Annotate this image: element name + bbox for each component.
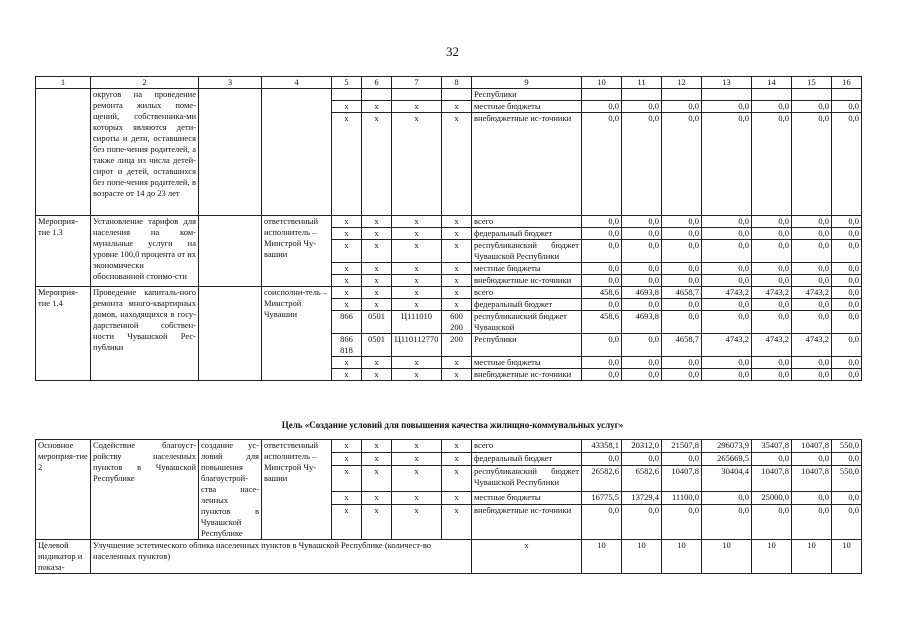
table-cell: 866 818 xyxy=(332,334,362,357)
table-cell: 0,0 xyxy=(662,263,702,275)
table-cell: 0,0 xyxy=(702,299,752,311)
table-cell: x xyxy=(442,369,472,381)
table-cell: x xyxy=(392,216,442,228)
table-cell: x xyxy=(332,101,362,113)
table-cell: 0,0 xyxy=(832,311,862,334)
indicator-row xyxy=(36,540,862,574)
table-cell: 0,0 xyxy=(662,240,702,263)
table-cell: x xyxy=(392,275,442,287)
table-cell: x xyxy=(332,440,362,453)
table-cell: 0,0 xyxy=(792,491,832,504)
table-cell: 0,0 xyxy=(832,275,862,287)
table-cell: 0,0 xyxy=(792,369,832,381)
table-cell: x xyxy=(362,228,392,240)
funding-source: всего xyxy=(472,216,582,228)
table-cell: 4743,2 xyxy=(792,287,832,299)
table-cell: 0,0 xyxy=(792,113,832,216)
funding-source: местные бюджеты xyxy=(472,101,582,113)
col-header: 15 xyxy=(792,77,832,89)
table-cell: 0,0 xyxy=(662,505,702,540)
table-cell: 0,0 xyxy=(622,505,662,540)
table-cell: 0,0 xyxy=(622,275,662,287)
table-cell: x xyxy=(362,216,392,228)
table-cell: x xyxy=(362,491,392,504)
measure-aim xyxy=(199,287,262,381)
table-cell: x xyxy=(392,299,442,311)
table-cell: x xyxy=(332,275,362,287)
table-cell: 25000,0 xyxy=(752,491,792,504)
table-cell: 0,0 xyxy=(792,216,832,228)
table-cell: x xyxy=(442,491,472,504)
funding-source: внебюджетные ис-точники xyxy=(472,369,582,381)
table-cell: 0,0 xyxy=(752,228,792,240)
table-cell: 43358,1 xyxy=(582,440,622,453)
col-header: 9 xyxy=(472,77,582,89)
table-cell: 10407,8 xyxy=(792,466,832,491)
table-cell: 458,6 xyxy=(582,287,622,299)
table-cell: x xyxy=(362,299,392,311)
table-cell: 0,0 xyxy=(582,334,622,357)
table-cell: 10 xyxy=(792,540,832,574)
table-cell: 0,0 xyxy=(792,275,832,287)
table-cell: x xyxy=(362,505,392,540)
table-cell: 0,0 xyxy=(792,453,832,466)
table-cell xyxy=(332,89,362,101)
cont-label xyxy=(36,89,91,216)
table-cell: 0,0 xyxy=(752,505,792,540)
table-cell: 0,0 xyxy=(832,287,862,299)
table-cell: x xyxy=(392,240,442,263)
table-cell: x xyxy=(362,453,392,466)
table-cell: 550,0 xyxy=(832,466,862,491)
table-cell: x xyxy=(392,440,442,453)
table-cell: 0,0 xyxy=(702,357,752,369)
funding-source: Республики xyxy=(472,334,582,357)
table-cell: 0,0 xyxy=(832,505,862,540)
table-cell: x xyxy=(362,275,392,287)
table-cell xyxy=(392,89,442,101)
table-cell: 550,0 xyxy=(832,440,862,453)
table-cell: 0,0 xyxy=(622,369,662,381)
table-cell: 0,0 xyxy=(582,113,622,216)
budget-table-top xyxy=(35,76,862,381)
funding-source: всего xyxy=(472,440,582,453)
table-cell: 0,0 xyxy=(662,101,702,113)
measure-description: Установление тарифов для населения на ком-мунальные услуги на уровне 100,0 процента от их экономически обоснованной стоимо-сти xyxy=(91,216,199,287)
table-cell: x xyxy=(392,263,442,275)
table-cell: x xyxy=(392,357,442,369)
table-cell: 0,0 xyxy=(792,101,832,113)
table-cell: x xyxy=(392,466,442,491)
table-cell: 0,0 xyxy=(662,216,702,228)
table-cell: 0,0 xyxy=(622,334,662,357)
table-cell: 0,0 xyxy=(662,299,702,311)
funding-source: местные бюджеты xyxy=(472,491,582,504)
table-cell: 0,0 xyxy=(702,101,752,113)
table-cell: 0501 xyxy=(362,311,392,334)
table-cell: 4658,7 xyxy=(662,287,702,299)
col-header: 2 xyxy=(91,77,199,89)
col-header: 14 xyxy=(752,77,792,89)
table-cell: 458,6 xyxy=(582,311,622,334)
table-row xyxy=(36,440,862,453)
table-cell xyxy=(442,89,472,101)
table-cell: 0,0 xyxy=(582,369,622,381)
table-cell: x xyxy=(442,466,472,491)
table-cell: 26582,6 xyxy=(582,466,622,491)
table-cell: 0,0 xyxy=(582,216,622,228)
table-cell: 200 xyxy=(442,334,472,357)
table-cell: 0,0 xyxy=(702,491,752,504)
table-cell: x xyxy=(442,299,472,311)
col-header: 11 xyxy=(622,77,662,89)
table-cell: 0,0 xyxy=(752,453,792,466)
main-measure-description: Содействие благоуст-ройству населенных пунктов в Чувашской Республике xyxy=(91,440,199,540)
table-cell: 296073,9 xyxy=(702,440,752,453)
table-cell: 0,0 xyxy=(832,357,862,369)
table-cell: 10407,8 xyxy=(662,466,702,491)
funding-source: местные бюджеты xyxy=(472,357,582,369)
table-cell: x xyxy=(332,369,362,381)
table-cell: 0,0 xyxy=(582,263,622,275)
table-row xyxy=(36,89,862,101)
table-cell: x xyxy=(392,101,442,113)
table-cell: 0,0 xyxy=(622,263,662,275)
table-cell: 35407,8 xyxy=(752,440,792,453)
table-cell: 0,0 xyxy=(622,240,662,263)
funding-source: внебюджетные ис-точники xyxy=(472,505,582,540)
table-cell: 0,0 xyxy=(582,505,622,540)
funding-source: Республики xyxy=(472,89,582,101)
table-cell: 0,0 xyxy=(702,505,752,540)
funding-source: республиканский бюджет Чувашской Республики xyxy=(472,240,582,263)
table-cell: 0,0 xyxy=(622,357,662,369)
table-cell: 10407,8 xyxy=(792,440,832,453)
table-cell: 6582,6 xyxy=(622,466,662,491)
table-cell: 0,0 xyxy=(622,299,662,311)
table-cell: x xyxy=(442,287,472,299)
table-cell: 10 xyxy=(702,540,752,574)
table-cell: 0,0 xyxy=(752,275,792,287)
table-cell: 0,0 xyxy=(832,299,862,311)
header-row xyxy=(36,77,862,89)
table-cell xyxy=(792,89,832,101)
table-cell: 0,0 xyxy=(792,299,832,311)
table-cell: x xyxy=(332,357,362,369)
table-cell: x xyxy=(392,453,442,466)
table-cell: 0,0 xyxy=(662,357,702,369)
table-cell: 0,0 xyxy=(702,369,752,381)
table-cell: x xyxy=(362,440,392,453)
table-cell: 600 200 xyxy=(442,311,472,334)
table-cell: 10407,8 xyxy=(752,466,792,491)
measure-description: Проведение капиталь-ного ремонта много-квартирных домов, находящихся в госу-дарственной собствен-ности Чувашской Рес-публики xyxy=(91,287,199,381)
table-cell: x xyxy=(392,491,442,504)
table-cell: 4743,2 xyxy=(702,334,752,357)
table-cell: 0,0 xyxy=(702,113,752,216)
table-cell: 0,0 xyxy=(662,228,702,240)
table-cell: 0,0 xyxy=(582,275,622,287)
funding-source: федеральный бюджет xyxy=(472,453,582,466)
table-cell: 0,0 xyxy=(582,240,622,263)
measure-aim xyxy=(199,216,262,287)
funding-source: всего xyxy=(472,287,582,299)
table-cell: 0,0 xyxy=(622,101,662,113)
table-cell: x xyxy=(442,453,472,466)
table-cell: x xyxy=(362,369,392,381)
table-cell: x xyxy=(392,113,442,216)
table-cell: 0,0 xyxy=(702,216,752,228)
table-cell: 30404,4 xyxy=(702,466,752,491)
table-cell: x xyxy=(332,505,362,540)
table-cell: 13729,4 xyxy=(622,491,662,504)
table-cell: 0,0 xyxy=(582,101,622,113)
col-header: 13 xyxy=(702,77,752,89)
table-cell: 0,0 xyxy=(792,240,832,263)
table-cell: x xyxy=(362,101,392,113)
table-cell: x xyxy=(442,216,472,228)
table-cell: 0,0 xyxy=(622,453,662,466)
table-cell: 0,0 xyxy=(622,216,662,228)
table-cell: 0,0 xyxy=(752,240,792,263)
measure-label: Мероприя-тие 1.4 xyxy=(36,287,91,381)
main-measure-responsible: ответственный исполнитель – Минстрой Чу-вашии xyxy=(262,440,332,540)
measure-responsible: соисполни-тель – Минстрой Чувашии xyxy=(262,287,332,381)
table-cell xyxy=(662,89,702,101)
funding-source: внебюджетные ис-точники xyxy=(472,275,582,287)
table-cell: Ц111010 xyxy=(392,311,442,334)
table-cell: 4693,8 xyxy=(622,287,662,299)
table-cell: x xyxy=(332,491,362,504)
table-cell: 0,0 xyxy=(832,491,862,504)
table-cell: 0,0 xyxy=(662,369,702,381)
table-cell: 0,0 xyxy=(662,275,702,287)
table-cell xyxy=(582,89,622,101)
table-cell xyxy=(752,89,792,101)
table-cell: 4743,2 xyxy=(752,334,792,357)
indicator-description: Улучшение эстетического облика населенных пунктов в Чувашской Республике (количест-во населенных пунктов) xyxy=(91,540,472,574)
budget-table-bottom xyxy=(35,439,862,574)
table-cell: 0,0 xyxy=(792,311,832,334)
table-cell: 10 xyxy=(752,540,792,574)
table-cell: 0,0 xyxy=(622,228,662,240)
table-cell: x xyxy=(332,263,362,275)
table-cell: 0,0 xyxy=(832,453,862,466)
table-cell: 10 xyxy=(832,540,862,574)
table-cell: 0,0 xyxy=(702,240,752,263)
table-cell: 265669,5 xyxy=(702,453,752,466)
table-cell: 0,0 xyxy=(832,263,862,275)
col-header: 3 xyxy=(199,77,262,89)
table-cell: x xyxy=(392,287,442,299)
table-cell: 10 xyxy=(662,540,702,574)
main-measure-aim: создание ус-ловий для повышения благоустрой-ства насе-ленных пунктов в Чувашской Республике xyxy=(199,440,262,540)
table-cell: x xyxy=(332,113,362,216)
table-cell: 0,0 xyxy=(752,101,792,113)
table-cell: x xyxy=(332,287,362,299)
funding-source: республиканский бюджет Чувашской Республики xyxy=(472,466,582,491)
table-cell: 0,0 xyxy=(832,228,862,240)
table-cell: x xyxy=(362,466,392,491)
table-cell: 0,0 xyxy=(582,228,622,240)
col-header: 8 xyxy=(442,77,472,89)
table-cell: 0,0 xyxy=(792,228,832,240)
table-cell: x xyxy=(442,228,472,240)
col-header: 7 xyxy=(392,77,442,89)
col-header: 5 xyxy=(332,77,362,89)
table-cell: 0,0 xyxy=(792,505,832,540)
table-row xyxy=(36,216,862,228)
table-cell: x xyxy=(442,505,472,540)
funding-source: республиканский бюджет Чувашской xyxy=(472,311,582,334)
funding-source: федеральный бюджет xyxy=(472,228,582,240)
table-cell: 866 xyxy=(332,311,362,334)
table-cell: x xyxy=(332,466,362,491)
table-cell: 4743,2 xyxy=(752,287,792,299)
table-cell: 4743,2 xyxy=(792,334,832,357)
table-cell: 0,0 xyxy=(752,311,792,334)
table-cell: 0,0 xyxy=(792,357,832,369)
table-cell: 0,0 xyxy=(622,113,662,216)
table-cell: x xyxy=(392,228,442,240)
table-cell: x xyxy=(442,357,472,369)
table-cell: 0,0 xyxy=(752,357,792,369)
table-cell: 0,0 xyxy=(662,453,702,466)
table-cell: x xyxy=(442,263,472,275)
funding-source: федеральный бюджет xyxy=(472,299,582,311)
cont-responsible xyxy=(262,89,332,216)
table-cell: x xyxy=(362,240,392,263)
table-cell: 0,0 xyxy=(662,311,702,334)
table-cell: x xyxy=(332,240,362,263)
table-cell: 0,0 xyxy=(702,275,752,287)
funding-source: местные бюджеты xyxy=(472,263,582,275)
table-cell xyxy=(362,89,392,101)
table-cell: x xyxy=(442,240,472,263)
col-header: 12 xyxy=(662,77,702,89)
table-cell: 0,0 xyxy=(832,334,862,357)
col-header: 1 xyxy=(36,77,91,89)
table-cell: 0,0 xyxy=(662,113,702,216)
table-cell: 0,0 xyxy=(702,263,752,275)
table-cell: 0501 xyxy=(362,334,392,357)
table-cell xyxy=(622,89,662,101)
table-cell: x xyxy=(472,540,582,574)
table-cell: x xyxy=(442,275,472,287)
table-cell: Ц110112770 xyxy=(392,334,442,357)
table-cell: 4658,7 xyxy=(662,334,702,357)
table-cell: x xyxy=(442,440,472,453)
table-cell: 0,0 xyxy=(832,216,862,228)
measure-label: Мероприя-тие 1.3 xyxy=(36,216,91,287)
table-cell: 0,0 xyxy=(752,299,792,311)
table-cell: 0,0 xyxy=(832,113,862,216)
main-measure-label: Основное мероприя-тие 2 xyxy=(36,440,91,540)
table-cell: 0,0 xyxy=(832,240,862,263)
table-cell: 0,0 xyxy=(752,113,792,216)
col-header: 16 xyxy=(832,77,862,89)
funding-source: внебюджетные ис-точники xyxy=(472,113,582,216)
table-cell xyxy=(832,89,862,101)
table-cell: x xyxy=(332,228,362,240)
table-cell xyxy=(702,89,752,101)
goal-heading: Цель «Создание условий для повышения качества жилищно-коммунальных услуг» xyxy=(281,420,624,430)
table-cell: 0,0 xyxy=(582,453,622,466)
table-row xyxy=(36,287,862,299)
table-cell: x xyxy=(332,453,362,466)
table-cell: x xyxy=(442,113,472,216)
measure-responsible: ответственный исполнитель – Минстрой Чу-вашии xyxy=(262,216,332,287)
table-cell: 0,0 xyxy=(752,369,792,381)
cont-description: округов на проведение ремонта жилых поме-щений, собственника-ми которых являются дети-сироты и дети, оставшиеся без попе-чения родителей, а также лица из числа детей-сирот и детей, оставшихся без попе-чения родителей, в возрасте от 14 до 23 лет xyxy=(91,89,199,216)
table-cell: 16775,5 xyxy=(582,491,622,504)
table-cell: 10 xyxy=(582,540,622,574)
table-cell: 4693,8 xyxy=(622,311,662,334)
table-cell: 0,0 xyxy=(752,263,792,275)
table-cell: 0,0 xyxy=(752,216,792,228)
table-cell: 0,0 xyxy=(582,299,622,311)
table-cell: 20312,0 xyxy=(622,440,662,453)
table-cell: 4743,2 xyxy=(702,287,752,299)
table-cell: 21507,8 xyxy=(662,440,702,453)
table-cell: x xyxy=(362,357,392,369)
table-cell: x xyxy=(362,113,392,216)
col-header: 10 xyxy=(582,77,622,89)
cont-aim xyxy=(199,89,262,216)
table-cell: 0,0 xyxy=(832,369,862,381)
table-cell: x xyxy=(332,299,362,311)
table-cell: 10 xyxy=(622,540,662,574)
table-cell: x xyxy=(392,505,442,540)
col-header: 6 xyxy=(362,77,392,89)
table-cell: 0,0 xyxy=(832,101,862,113)
col-header: 4 xyxy=(262,77,332,89)
table-cell: x xyxy=(362,263,392,275)
table-cell: 0,0 xyxy=(792,263,832,275)
table-cell: 0,0 xyxy=(582,357,622,369)
indicator-label: Целевой индикатор и показа- xyxy=(36,540,91,574)
table-cell: 0,0 xyxy=(702,311,752,334)
table-cell: 0,0 xyxy=(702,228,752,240)
table-cell: x xyxy=(392,369,442,381)
table-cell: x xyxy=(442,101,472,113)
page-number: 32 xyxy=(446,44,459,59)
table-cell: 11100,0 xyxy=(662,491,702,504)
table-cell: x xyxy=(332,216,362,228)
table-cell: x xyxy=(362,287,392,299)
